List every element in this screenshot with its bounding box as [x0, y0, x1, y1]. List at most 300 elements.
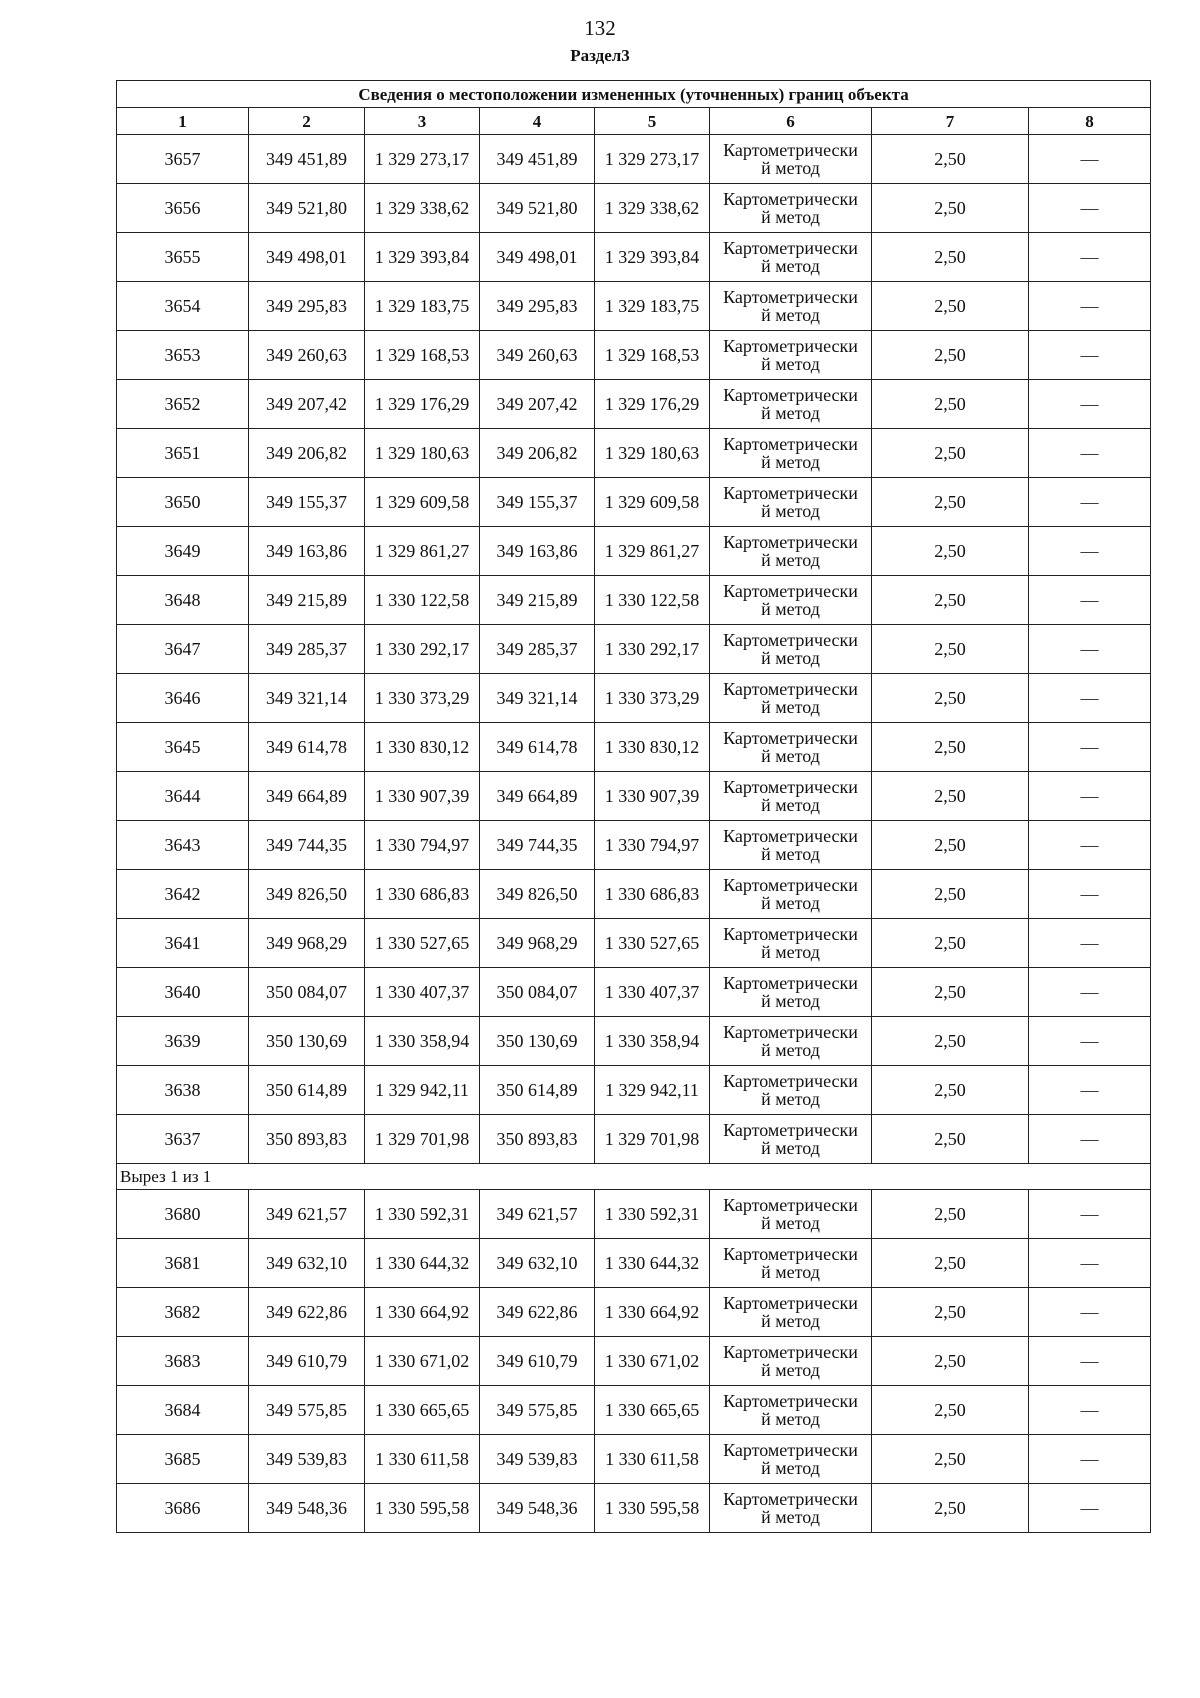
new-x-cell: 349 206,82: [480, 429, 595, 478]
point-number-cell: 3680: [117, 1190, 249, 1239]
column-number: 8: [1029, 108, 1151, 135]
new-y-cell: 1 330 686,83: [595, 870, 710, 919]
old-x-cell: 349 614,78: [249, 723, 365, 772]
point-number-cell: 3656: [117, 184, 249, 233]
method-cell: [710, 1386, 872, 1435]
new-x-cell: 349 614,78: [480, 723, 595, 772]
table-row: [117, 870, 1151, 919]
method-line: Картометрически: [723, 1120, 858, 1140]
method-line: й метод: [761, 452, 820, 472]
method-cell: [710, 576, 872, 625]
point-number-cell: 3686: [117, 1484, 249, 1533]
section-title: Раздел3: [570, 46, 630, 65]
method-line: Картометрически: [723, 1244, 858, 1264]
new-y-cell: 1 329 273,17: [595, 135, 710, 184]
description-cell: —: [1029, 1386, 1151, 1435]
old-y-cell: 1 329 701,98: [365, 1115, 480, 1164]
description-cell: —: [1029, 821, 1151, 870]
description-cell: —: [1029, 184, 1151, 233]
cut-label-row: [117, 1164, 1151, 1190]
method-line: Картометрически: [723, 728, 858, 748]
new-x-cell: 349 826,50: [480, 870, 595, 919]
method-line: й метод: [761, 599, 820, 619]
method-cell: [710, 527, 872, 576]
method-line: Картометрически: [723, 1195, 858, 1215]
method-line: й метод: [761, 991, 820, 1011]
new-x-cell: 349 215,89: [480, 576, 595, 625]
table-row: [117, 1239, 1151, 1288]
new-y-cell: 1 330 292,17: [595, 625, 710, 674]
old-x-cell: 349 215,89: [249, 576, 365, 625]
old-y-cell: 1 330 794,97: [365, 821, 480, 870]
new-x-cell: 349 744,35: [480, 821, 595, 870]
method-cell: [710, 674, 872, 723]
old-y-cell: 1 329 180,63: [365, 429, 480, 478]
description-cell: —: [1029, 1115, 1151, 1164]
old-y-cell: 1 329 176,29: [365, 380, 480, 429]
table-row: [117, 184, 1151, 233]
method-line: й метод: [761, 746, 820, 766]
old-y-cell: 1 330 611,58: [365, 1435, 480, 1484]
old-x-cell: 349 744,35: [249, 821, 365, 870]
new-x-cell: 349 498,01: [480, 233, 595, 282]
old-x-cell: 349 548,36: [249, 1484, 365, 1533]
description-cell: —: [1029, 1239, 1151, 1288]
description-cell: —: [1029, 1017, 1151, 1066]
old-y-cell: 1 330 595,58: [365, 1484, 480, 1533]
column-number: 2: [249, 108, 365, 135]
old-x-cell: 349 622,86: [249, 1288, 365, 1337]
point-number-cell: 3647: [117, 625, 249, 674]
table-row: [117, 331, 1151, 380]
old-y-cell: 1 329 338,62: [365, 184, 480, 233]
point-number-cell: 3641: [117, 919, 249, 968]
table-row: [117, 1190, 1151, 1239]
new-y-cell: 1 330 527,65: [595, 919, 710, 968]
old-x-cell: 349 664,89: [249, 772, 365, 821]
old-y-cell: 1 329 861,27: [365, 527, 480, 576]
method-line: Картометрически: [723, 336, 858, 356]
point-number-cell: 3684: [117, 1386, 249, 1435]
table-row: [117, 1017, 1151, 1066]
method-cell: [710, 135, 872, 184]
old-y-cell: 1 330 907,39: [365, 772, 480, 821]
new-x-cell: 349 163,86: [480, 527, 595, 576]
method-cell: [710, 1017, 872, 1066]
table-row: [117, 1288, 1151, 1337]
method-line: й метод: [761, 1040, 820, 1060]
old-y-cell: 1 330 358,94: [365, 1017, 480, 1066]
accuracy-cell: 2,50: [872, 1288, 1029, 1337]
new-x-cell: 349 632,10: [480, 1239, 595, 1288]
description-cell: —: [1029, 331, 1151, 380]
method-line: Картометрически: [723, 1071, 858, 1091]
point-number-cell: 3644: [117, 772, 249, 821]
old-x-cell: 349 621,57: [249, 1190, 365, 1239]
accuracy-cell: 2,50: [872, 870, 1029, 919]
new-y-cell: 1 329 168,53: [595, 331, 710, 380]
new-y-cell: 1 330 407,37: [595, 968, 710, 1017]
description-cell: —: [1029, 968, 1151, 1017]
table-row: [117, 1484, 1151, 1533]
method-cell: [710, 625, 872, 674]
description-cell: —: [1029, 1484, 1151, 1533]
method-line: Картометрически: [723, 875, 858, 895]
table-row: [117, 527, 1151, 576]
old-x-cell: 349 575,85: [249, 1386, 365, 1435]
boundary-coordinates-table: [116, 80, 1151, 1533]
old-y-cell: 1 330 407,37: [365, 968, 480, 1017]
accuracy-cell: 2,50: [872, 674, 1029, 723]
column-number-row: [117, 108, 1151, 135]
new-x-cell: 349 451,89: [480, 135, 595, 184]
method-line: Картометрически: [723, 1342, 858, 1362]
accuracy-cell: 2,50: [872, 478, 1029, 527]
new-y-cell: 1 329 609,58: [595, 478, 710, 527]
method-line: Картометрически: [723, 434, 858, 454]
table-row: [117, 1435, 1151, 1484]
description-cell: —: [1029, 576, 1151, 625]
accuracy-cell: 2,50: [872, 331, 1029, 380]
table-row: [117, 968, 1151, 1017]
method-cell: [710, 1239, 872, 1288]
accuracy-cell: 2,50: [872, 1435, 1029, 1484]
accuracy-cell: 2,50: [872, 135, 1029, 184]
new-y-cell: 1 329 942,11: [595, 1066, 710, 1115]
point-number-cell: 3642: [117, 870, 249, 919]
description-cell: —: [1029, 527, 1151, 576]
method-line: й метод: [761, 1507, 820, 1527]
point-number-cell: 3655: [117, 233, 249, 282]
new-x-cell: 349 548,36: [480, 1484, 595, 1533]
method-cell: [710, 1484, 872, 1533]
description-cell: —: [1029, 625, 1151, 674]
new-y-cell: 1 330 122,58: [595, 576, 710, 625]
point-number-cell: 3685: [117, 1435, 249, 1484]
table-row: [117, 478, 1151, 527]
new-y-cell: 1 330 358,94: [595, 1017, 710, 1066]
accuracy-cell: 2,50: [872, 576, 1029, 625]
new-y-cell: 1 329 338,62: [595, 184, 710, 233]
method-line: й метод: [761, 501, 820, 521]
old-x-cell: 349 206,82: [249, 429, 365, 478]
method-cell: [710, 184, 872, 233]
description-cell: —: [1029, 282, 1151, 331]
new-x-cell: 349 610,79: [480, 1337, 595, 1386]
description-cell: —: [1029, 1337, 1151, 1386]
method-line: й метод: [761, 844, 820, 864]
table-row: [117, 1386, 1151, 1435]
method-line: Картометрически: [723, 385, 858, 405]
accuracy-cell: 2,50: [872, 184, 1029, 233]
accuracy-cell: 2,50: [872, 527, 1029, 576]
method-line: й метод: [761, 207, 820, 227]
old-x-cell: 349 968,29: [249, 919, 365, 968]
point-number-cell: 3648: [117, 576, 249, 625]
table-row: [117, 233, 1151, 282]
old-x-cell: 349 521,80: [249, 184, 365, 233]
method-line: й метод: [761, 550, 820, 570]
point-number-cell: 3637: [117, 1115, 249, 1164]
method-line: й метод: [761, 1138, 820, 1158]
new-y-cell: 1 330 794,97: [595, 821, 710, 870]
method-line: Картометрически: [723, 1489, 858, 1509]
new-x-cell: 349 321,14: [480, 674, 595, 723]
point-number-cell: 3651: [117, 429, 249, 478]
old-x-cell: 349 163,86: [249, 527, 365, 576]
method-cell: [710, 1066, 872, 1115]
method-line: й метод: [761, 1409, 820, 1429]
method-cell: [710, 723, 872, 772]
new-y-cell: 1 330 671,02: [595, 1337, 710, 1386]
table-row: [117, 380, 1151, 429]
table-row: [117, 429, 1151, 478]
accuracy-cell: 2,50: [872, 429, 1029, 478]
method-cell: [710, 429, 872, 478]
old-y-cell: 1 330 644,32: [365, 1239, 480, 1288]
method-line: Картометрически: [723, 581, 858, 601]
column-number: 3: [365, 108, 480, 135]
table-row: [117, 1066, 1151, 1115]
column-number: 5: [595, 108, 710, 135]
method-line: й метод: [761, 354, 820, 374]
accuracy-cell: 2,50: [872, 1066, 1029, 1115]
old-y-cell: 1 329 393,84: [365, 233, 480, 282]
method-cell: [710, 331, 872, 380]
new-x-cell: 349 968,29: [480, 919, 595, 968]
method-line: й метод: [761, 1458, 820, 1478]
new-x-cell: 350 893,83: [480, 1115, 595, 1164]
method-line: й метод: [761, 697, 820, 717]
method-cell: [710, 968, 872, 1017]
description-cell: —: [1029, 233, 1151, 282]
old-y-cell: 1 330 664,92: [365, 1288, 480, 1337]
accuracy-cell: 2,50: [872, 1017, 1029, 1066]
point-number-cell: 3640: [117, 968, 249, 1017]
table-row: [117, 674, 1151, 723]
method-line: Картометрически: [723, 1022, 858, 1042]
method-line: Картометрически: [723, 679, 858, 699]
method-line: Картометрически: [723, 189, 858, 209]
new-x-cell: 350 130,69: [480, 1017, 595, 1066]
old-y-cell: 1 329 609,58: [365, 478, 480, 527]
method-line: Картометрически: [723, 1391, 858, 1411]
accuracy-cell: 2,50: [872, 282, 1029, 331]
old-y-cell: 1 330 527,65: [365, 919, 480, 968]
old-x-cell: 349 295,83: [249, 282, 365, 331]
method-cell: [710, 1337, 872, 1386]
point-number-cell: 3652: [117, 380, 249, 429]
description-cell: —: [1029, 919, 1151, 968]
new-x-cell: 349 207,42: [480, 380, 595, 429]
accuracy-cell: 2,50: [872, 772, 1029, 821]
new-y-cell: 1 330 907,39: [595, 772, 710, 821]
old-y-cell: 1 330 671,02: [365, 1337, 480, 1386]
method-cell: [710, 282, 872, 331]
accuracy-cell: 2,50: [872, 723, 1029, 772]
method-line: й метод: [761, 403, 820, 423]
accuracy-cell: 2,50: [872, 1115, 1029, 1164]
new-y-cell: 1 329 861,27: [595, 527, 710, 576]
description-cell: —: [1029, 1435, 1151, 1484]
old-y-cell: 1 329 273,17: [365, 135, 480, 184]
method-line: й метод: [761, 1262, 820, 1282]
table-row: [117, 576, 1151, 625]
table-row: [117, 919, 1151, 968]
new-y-cell: 1 329 183,75: [595, 282, 710, 331]
accuracy-cell: 2,50: [872, 625, 1029, 674]
method-cell: [710, 919, 872, 968]
new-x-cell: 350 084,07: [480, 968, 595, 1017]
table-title: Сведения о местоположении измененных (уточненных) границ объекта: [117, 81, 1151, 108]
old-x-cell: 349 610,79: [249, 1337, 365, 1386]
method-cell: [710, 821, 872, 870]
method-line: й метод: [761, 648, 820, 668]
table-row: [117, 1337, 1151, 1386]
method-line: Картометрически: [723, 1293, 858, 1313]
point-number-cell: 3682: [117, 1288, 249, 1337]
new-y-cell: 1 330 373,29: [595, 674, 710, 723]
column-number: 4: [480, 108, 595, 135]
new-x-cell: 349 155,37: [480, 478, 595, 527]
new-y-cell: 1 330 665,65: [595, 1386, 710, 1435]
point-number-cell: 3638: [117, 1066, 249, 1115]
point-number-cell: 3643: [117, 821, 249, 870]
method-line: й метод: [761, 1311, 820, 1331]
table-row: [117, 625, 1151, 674]
method-cell: [710, 870, 872, 919]
new-x-cell: 349 295,83: [480, 282, 595, 331]
old-x-cell: 349 207,42: [249, 380, 365, 429]
table-row: [117, 1115, 1151, 1164]
accuracy-cell: 2,50: [872, 233, 1029, 282]
method-line: Картометрически: [723, 1440, 858, 1460]
description-cell: —: [1029, 870, 1151, 919]
method-line: Картометрически: [723, 826, 858, 846]
method-line: Картометрически: [723, 630, 858, 650]
accuracy-cell: 2,50: [872, 1484, 1029, 1533]
point-number-cell: 3657: [117, 135, 249, 184]
accuracy-cell: 2,50: [872, 1239, 1029, 1288]
old-y-cell: 1 330 665,65: [365, 1386, 480, 1435]
new-y-cell: 1 329 180,63: [595, 429, 710, 478]
method-cell: [710, 1115, 872, 1164]
new-x-cell: 349 285,37: [480, 625, 595, 674]
description-cell: —: [1029, 1066, 1151, 1115]
method-line: й метод: [761, 158, 820, 178]
point-number-cell: 3683: [117, 1337, 249, 1386]
point-number-cell: 3654: [117, 282, 249, 331]
old-x-cell: 349 539,83: [249, 1435, 365, 1484]
method-line: й метод: [761, 305, 820, 325]
new-x-cell: 349 521,80: [480, 184, 595, 233]
new-y-cell: 1 329 176,29: [595, 380, 710, 429]
description-cell: —: [1029, 772, 1151, 821]
old-x-cell: 349 826,50: [249, 870, 365, 919]
method-cell: [710, 772, 872, 821]
column-number: 6: [710, 108, 872, 135]
column-number: 1: [117, 108, 249, 135]
method-line: й метод: [761, 893, 820, 913]
old-y-cell: 1 329 183,75: [365, 282, 480, 331]
old-x-cell: 349 451,89: [249, 135, 365, 184]
description-cell: —: [1029, 478, 1151, 527]
description-cell: —: [1029, 723, 1151, 772]
old-y-cell: 1 330 592,31: [365, 1190, 480, 1239]
table-row: [117, 723, 1151, 772]
method-line: й метод: [761, 795, 820, 815]
old-x-cell: 350 614,89: [249, 1066, 365, 1115]
old-x-cell: 349 632,10: [249, 1239, 365, 1288]
method-line: Картометрически: [723, 532, 858, 552]
accuracy-cell: 2,50: [872, 380, 1029, 429]
description-cell: —: [1029, 135, 1151, 184]
old-x-cell: 349 155,37: [249, 478, 365, 527]
table-row: [117, 135, 1151, 184]
accuracy-cell: 2,50: [872, 919, 1029, 968]
cut-label: Вырез 1 из 1: [117, 1164, 1151, 1190]
new-y-cell: 1 330 595,58: [595, 1484, 710, 1533]
new-y-cell: 1 330 664,92: [595, 1288, 710, 1337]
old-y-cell: 1 330 830,12: [365, 723, 480, 772]
old-y-cell: 1 330 122,58: [365, 576, 480, 625]
new-y-cell: 1 330 644,32: [595, 1239, 710, 1288]
method-cell: [710, 1190, 872, 1239]
new-y-cell: 1 329 393,84: [595, 233, 710, 282]
new-y-cell: 1 330 830,12: [595, 723, 710, 772]
method-line: Картометрически: [723, 140, 858, 160]
accuracy-cell: 2,50: [872, 821, 1029, 870]
table-row: [117, 282, 1151, 331]
old-x-cell: 350 084,07: [249, 968, 365, 1017]
new-x-cell: 349 575,85: [480, 1386, 595, 1435]
old-x-cell: 350 893,83: [249, 1115, 365, 1164]
table-row: [117, 772, 1151, 821]
method-cell: [710, 478, 872, 527]
method-cell: [710, 1288, 872, 1337]
old-y-cell: 1 330 373,29: [365, 674, 480, 723]
point-number-cell: 3646: [117, 674, 249, 723]
method-cell: [710, 233, 872, 282]
point-number-cell: 3639: [117, 1017, 249, 1066]
method-line: й метод: [761, 256, 820, 276]
old-x-cell: 349 285,37: [249, 625, 365, 674]
table-row: [117, 821, 1151, 870]
method-line: Картометрически: [723, 777, 858, 797]
old-x-cell: 349 498,01: [249, 233, 365, 282]
page-number: 132: [584, 16, 616, 40]
old-y-cell: 1 329 168,53: [365, 331, 480, 380]
accuracy-cell: 2,50: [872, 1337, 1029, 1386]
accuracy-cell: 2,50: [872, 1190, 1029, 1239]
accuracy-cell: 2,50: [872, 968, 1029, 1017]
column-number: 7: [872, 108, 1029, 135]
method-cell: [710, 1435, 872, 1484]
accuracy-cell: 2,50: [872, 1386, 1029, 1435]
method-line: й метод: [761, 1360, 820, 1380]
method-line: Картометрически: [723, 287, 858, 307]
new-x-cell: 349 621,57: [480, 1190, 595, 1239]
new-x-cell: 349 539,83: [480, 1435, 595, 1484]
description-cell: —: [1029, 674, 1151, 723]
old-x-cell: 349 321,14: [249, 674, 365, 723]
method-cell: [710, 380, 872, 429]
old-y-cell: 1 329 942,11: [365, 1066, 480, 1115]
point-number-cell: 3645: [117, 723, 249, 772]
old-x-cell: 350 130,69: [249, 1017, 365, 1066]
description-cell: —: [1029, 1190, 1151, 1239]
point-number-cell: 3681: [117, 1239, 249, 1288]
